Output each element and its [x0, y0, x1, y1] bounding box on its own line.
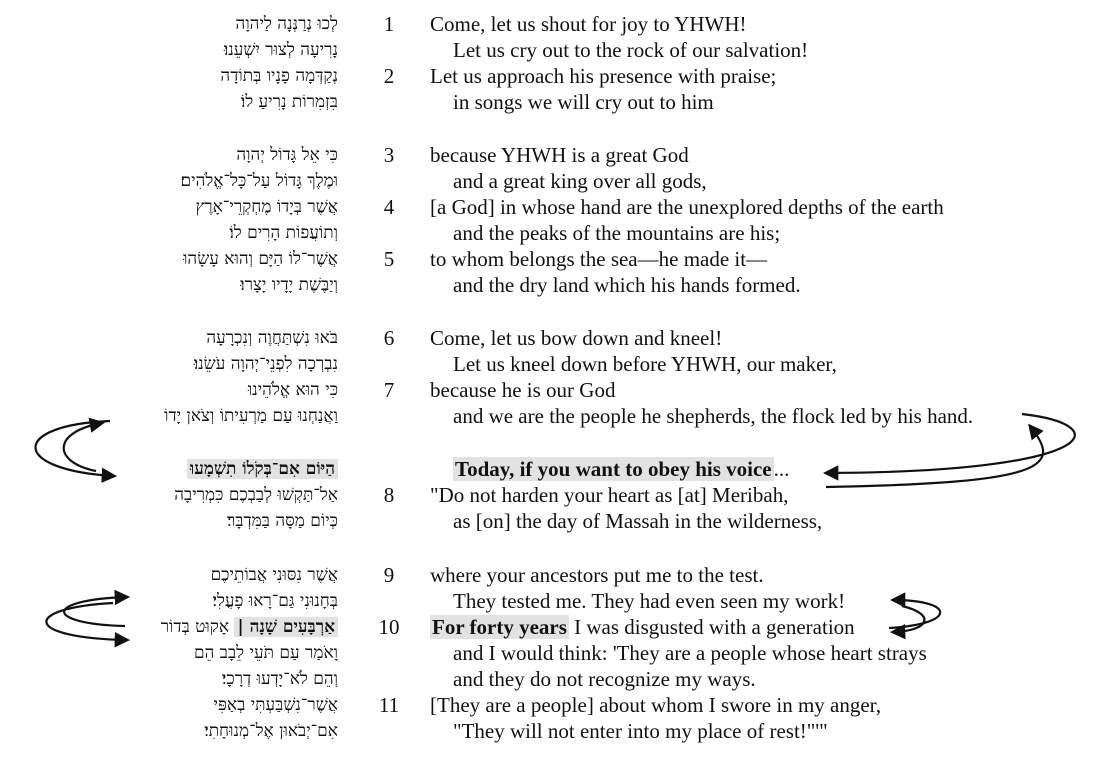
english-text: in songs we will cry out to him: [453, 90, 714, 114]
hebrew-text: אֲשֶׁר בְּיָדוֹ מֶחְקְרֵי־אָרֶץ: [195, 197, 338, 217]
english-text: Come, let us bow down and kneel!: [430, 326, 723, 350]
arrow-english-7-up: [826, 426, 1043, 487]
arrow-english-10-up: [889, 600, 940, 628]
english-highlight: For forty years: [432, 615, 567, 639]
hebrew-text: אֲשֶׁר־לוֹ הַיָּם וְהוּא עָשָׂהוּ: [183, 249, 338, 269]
hebrew-text: כְּיוֹם מַסָּה בַּמִּדְבָּר׃: [226, 511, 338, 531]
english-text: and we are the people he shepherds, the flock led by his hand.: [453, 404, 974, 428]
english-text: and a great king over all gods,: [453, 169, 707, 193]
english-text: Let us cry out to the rock of our salvation!: [453, 38, 809, 62]
hebrew-text: אֲשֶׁר־נִשְׁבַּעְתִּי בְאַפִּי: [213, 695, 338, 715]
english-text: where your ancestors put me to the test.: [430, 563, 764, 587]
english-text: Let us kneel down before YHWH, our maker,: [453, 352, 837, 376]
english-text: and they do not recognize my ways.: [453, 667, 756, 691]
english-text: [They are a people] about whom I swore in my anger,: [430, 693, 882, 717]
hebrew-text: וְהֵם לֹא־יָדְעוּ דְרָכָי׃: [221, 669, 338, 689]
english-text: and the dry land which his hands formed.: [453, 273, 801, 297]
hebrew-text: לְכוּ נְרַנְּנָה לַיהוָה: [235, 14, 338, 34]
arrow-hebrew-7-down: [35, 421, 114, 476]
hebrew-text: אָקוּט בְּדוֹר: [160, 617, 235, 637]
verse-number: 9: [383, 563, 395, 587]
arrow-hebrew-7-up: [64, 423, 102, 471]
english-text: "Do not harden your heart as [at] Meribah,: [430, 483, 789, 507]
english-text: "They will not enter into my place of rest!"'": [453, 719, 828, 743]
verse-number: 1: [383, 12, 395, 36]
hebrew-text: אִם־יְבֹאוּן אֶל־מְנוּחָתִי׃: [204, 721, 338, 741]
english-text: because he is our God: [430, 378, 616, 402]
english-text: and I would think: 'They are a people whose heart strays: [453, 641, 927, 665]
hebrew-text: אַל־תַּקְשׁוּ לְבַבְכֶם כִּמְרִיבָה: [174, 485, 338, 505]
hebrew-highlight: אַרְבָּעִים שָׁנָה |: [234, 617, 338, 637]
verse-number: 6: [383, 326, 395, 350]
english-text: I was disgusted with a generation: [568, 615, 855, 639]
hebrew-text: וַאֲנַחְנוּ עַם מַרְעִיתוֹ וְצֹאן יָדוֹ: [164, 406, 338, 426]
english-text: because YHWH is a great God: [430, 143, 689, 167]
hebrew-text: נָרִיעָה לְצוּר יִשְׁעֵנוּ׃: [223, 40, 338, 60]
english-text: ...: [773, 457, 790, 481]
english-text: as [on] the day of Massah in the wilderness,: [453, 509, 823, 533]
hebrew-text: כִּי אֵל גָּדוֹל יְהוָה: [236, 145, 338, 165]
hebrew-text: אֲשֶׁר נִסּוּנִי אֲבוֹתֵיכֶם: [210, 565, 338, 585]
hebrew-text: וּמֶלֶךְ גָּדוֹל עַל־כָּל־אֱלֹהִים׃: [180, 171, 338, 191]
hebrew-text: וְתוֹעֲפוֹת הָרִים לוֹ׃: [229, 223, 338, 243]
hebrew-highlight: הַיּוֹם אִם־בְּקֹלוֹ תִשְׁמָעוּ: [187, 459, 338, 479]
english-text: [a God] in whose hand are the unexplored depths of the earth: [430, 195, 944, 219]
english-text: Let us approach his presence with praise;: [430, 64, 777, 88]
hebrew-text: בִּזְמִרוֹת נָרִיעַ לוֹ׃: [240, 92, 338, 112]
english-text: Come, let us shout for joy to YHWH!: [430, 12, 747, 36]
hebrew-text: וְיַבֶּשֶׁת יָדָיו יָצָרוּ׃: [240, 275, 338, 295]
verse-number: 2: [383, 64, 395, 88]
hebrew-text: בְּחָנוּנִי גַּם־רָאוּ פָעֳלִי׃: [212, 591, 338, 611]
arrow-hebrew-10-up: [64, 597, 127, 626]
hebrew-text: בֹּאוּ נִשְׁתַּחֲוֶה וְנִכְרָעָה: [206, 328, 338, 348]
english-text: to whom belongs the sea—he made it—: [430, 247, 768, 271]
hebrew-text: כִּי הוּא אֱלֹהֵינוּ: [247, 380, 338, 400]
verse-number: 8: [383, 483, 395, 507]
english-text: and the peaks of the mountains are his;: [453, 221, 781, 245]
verse-number: 5: [383, 247, 395, 271]
hebrew-text: נִבְרְכָה לִפְנֵי־יְהוָה עֹשֵׂנוּ׃: [193, 354, 338, 374]
english-highlight: Today, if you want to obey his voice: [455, 457, 772, 481]
verse-number: 4: [383, 195, 395, 219]
verse-number: 10: [378, 615, 400, 639]
hebrew-text: נְקַדְּמָה פָנָיו בְּתוֹדָה: [220, 66, 338, 86]
hebrew-text: וָאֹמַר עַם תֹּעֵי לֵבָב הֵם: [194, 643, 338, 663]
verse-number: 7: [383, 378, 395, 402]
verse-number: 11: [378, 693, 400, 717]
english-text: They tested me. They had even seen my work!: [453, 589, 846, 613]
verse-number: 3: [383, 143, 395, 167]
